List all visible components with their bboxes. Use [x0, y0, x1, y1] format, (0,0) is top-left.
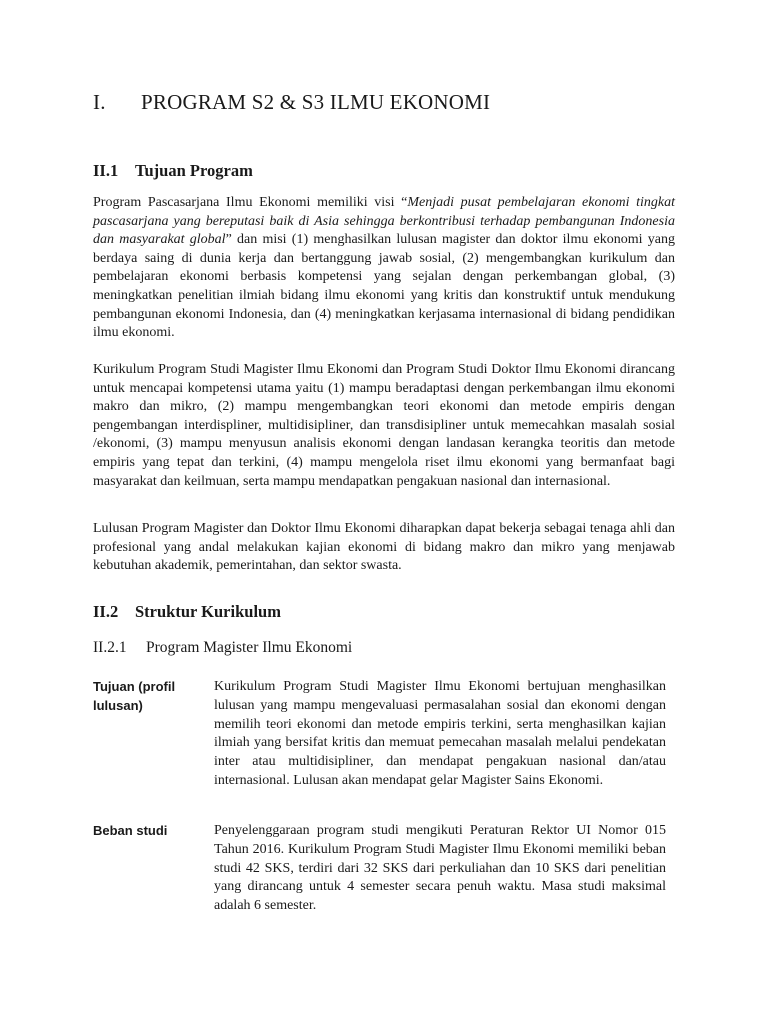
paragraph-lead: Program Pascasarjana Ilmu Ekonomi memiliki visi “ — [93, 195, 408, 210]
section-number: II.1 — [93, 161, 119, 180]
section-title: Tujuan Program — [135, 161, 253, 180]
subsection-heading-magister — [93, 639, 352, 657]
section-title: Struktur Kurikulum — [135, 602, 281, 621]
section-heading-struktur — [93, 602, 281, 622]
chapter-title: PROGRAM S2 & S3 ILMU EKONOMI — [141, 90, 491, 114]
paragraph-vision-mission — [93, 194, 675, 343]
vision-text: Menjadi pusat pembelajaran ekonomi tingkat pascasarjana yang bereputasi baik di Asia sehingga berkontribusi terhadap pembangunan Indonesia dan masyarakat global — [93, 195, 675, 248]
row-label: Beban studi — [93, 823, 168, 838]
mission-text: ” dan misi (1) menghasilkan lulusan magister dan doktor ilmu ekonomi yang berdaya saing di dunia kerja dan bertanggung jawab sosial, (2) mengembangkan kurikulum dan pembelajaran ekonomi berbasis kompetensi yang sejalan dengan perkembangan global, (3) meningkatkan penelitian ilmiah bidang ilmu ekonomi yang kritis dan konstruktif untuk mendukung pembangunan ekonomi Indonesia, dan (4) meningkatkan kerjasama internasional di bidang pendidikan ilmu ekonomi. — [93, 232, 675, 341]
paragraph-graduates: Lulusan Program Magister dan Doktor Ilmu Ekonomi diharapkan dapat bekerja sebagai tenaga ahli dan profesional yang andal melakukan kajian ekonomi di bidang makro dan mikro yang menjawab kebutuhan akademik, pemerintahan, dan sektor swasta. — [93, 521, 675, 574]
row-label: Tujuan (profil lulusan) — [93, 679, 176, 713]
row-value: Kurikulum Program Studi Magister Ilmu Ekonomi bertujuan menghasilkan lulusan yang mampu mengevaluasi permasalahan sosial dan ekonomi dengan memilih teori ekonomi dan metode empiris terkini, serta menghasilkan kajian ilmiah yang bersifat kritis dan memuat pemecahan masalah melalui pendekatan inter atau multidisipliner, dan mendapat pengakuan nasional dan/atau internasional. Lulusan akan mendapat gelar Magister Sains Ekonomi. — [214, 679, 666, 788]
subsection-title: Program Magister Ilmu Ekonomi — [146, 639, 353, 656]
section-heading-tujuan — [93, 161, 253, 181]
section-number: II.2 — [93, 602, 119, 621]
subsection-number: II.2.1 — [93, 639, 127, 656]
chapter-number: I. — [93, 90, 106, 114]
chapter-heading — [93, 90, 490, 115]
row-value: Penyelenggaraan program studi mengikuti Peraturan Rektor UI Nomor 015 Tahun 2016. Kurikulum Program Studi Magister Ilmu Ekonomi memiliki beban studi 42 SKS, terdiri dari 32 SKS dari perkuliahan dan 10 SKS dari penelitian yang dirancang untuk 4 semester secara penuh waktu. Masa studi maksimal adalah 6 semester. — [214, 823, 666, 914]
paragraph-competencies: Kurikulum Program Studi Magister Ilmu Ekonomi dan Program Studi Doktor Ilmu Ekonomi dirancang untuk mencapai kompetensi utama yaitu (1) mampu beradaptasi dengan perkembangan ilmu ekonomi makro dan mikro, (2) mampu mengembangkan teori ekonomi dan metode empiris dengan pengembangan interdispliner, multidisipliner, dan transdisipliner untuk memecahkan masalah sosial /ekonomi, (3) mampu menyusun analisis ekonomi dengan landasan kerangka teoritis dan metode empiris yang tepat dan terkini, (4) mampu mengelola riset ilmu ekonomi yang bermanfaat bagi masyarakat dan keilmuan, serta mampu mendapatkan pengakuan nasional dan internasional. — [93, 362, 675, 489]
